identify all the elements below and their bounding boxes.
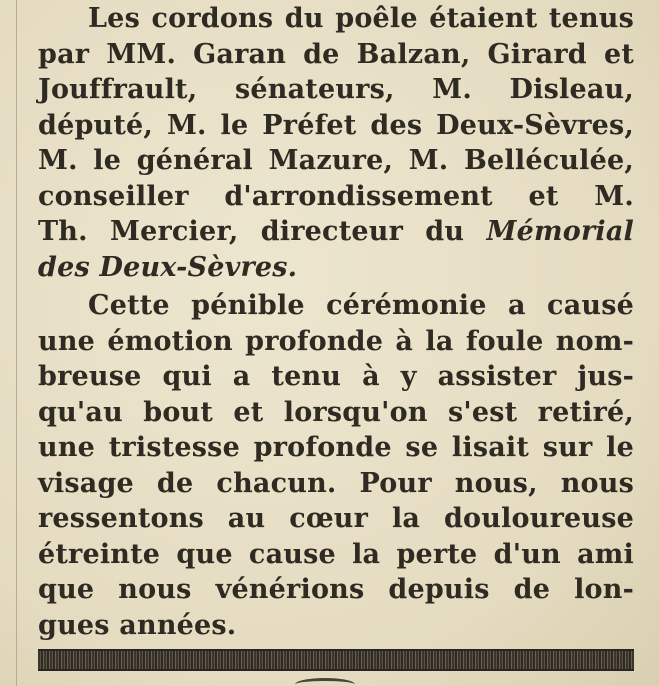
text-line: ressentons au cœur la douloureuse [38,503,634,534]
text-line [38,214,634,250]
text-line: qu'au bout et lorsqu'on s'est retiré, [38,396,634,428]
text-line: par MM. Garan de Balzan, Girard et [38,38,634,70]
text-line: député, M. le Préfet des Deux-Sèvres, [38,109,634,141]
publication-title: Mémorial [486,216,634,247]
text-segment: Th. Mercier, directeur du [38,216,465,247]
paragraph-2 [38,288,634,643]
text-line: que nous vénérions depuis de lon- [38,574,634,605]
text-line: conseiller d'arrondissement et M. [38,180,634,212]
text-line: Jouffrault, sénateurs, M. Disleau, [38,74,634,105]
text-line: gues années. [38,609,237,641]
article-column [38,0,634,643]
publication-title-end: des Deux-Sèvres. [38,251,298,283]
paragraph-1 [38,1,634,285]
section-separator-rule [38,649,634,671]
column-divider [16,0,17,686]
text-line: étreinte que cause la perte d'un ami [38,538,634,570]
text-line: visage de chacun. Pour nous, nous [38,467,634,499]
text-line: une tristesse profonde se lisait sur le [38,432,634,463]
text-line: Cette pénible cérémonie a causé [88,290,634,321]
text-line: Les cordons du poêle étaient tenus [88,3,634,34]
text-line: M. le général Mazure, M. Belléculée, [38,145,634,176]
cropped-next-section-fragment [295,678,355,686]
text-line: une émotion profonde à la foule nom- [38,325,634,357]
text-line: breuse qui a tenu à y assister jus- [38,361,634,392]
